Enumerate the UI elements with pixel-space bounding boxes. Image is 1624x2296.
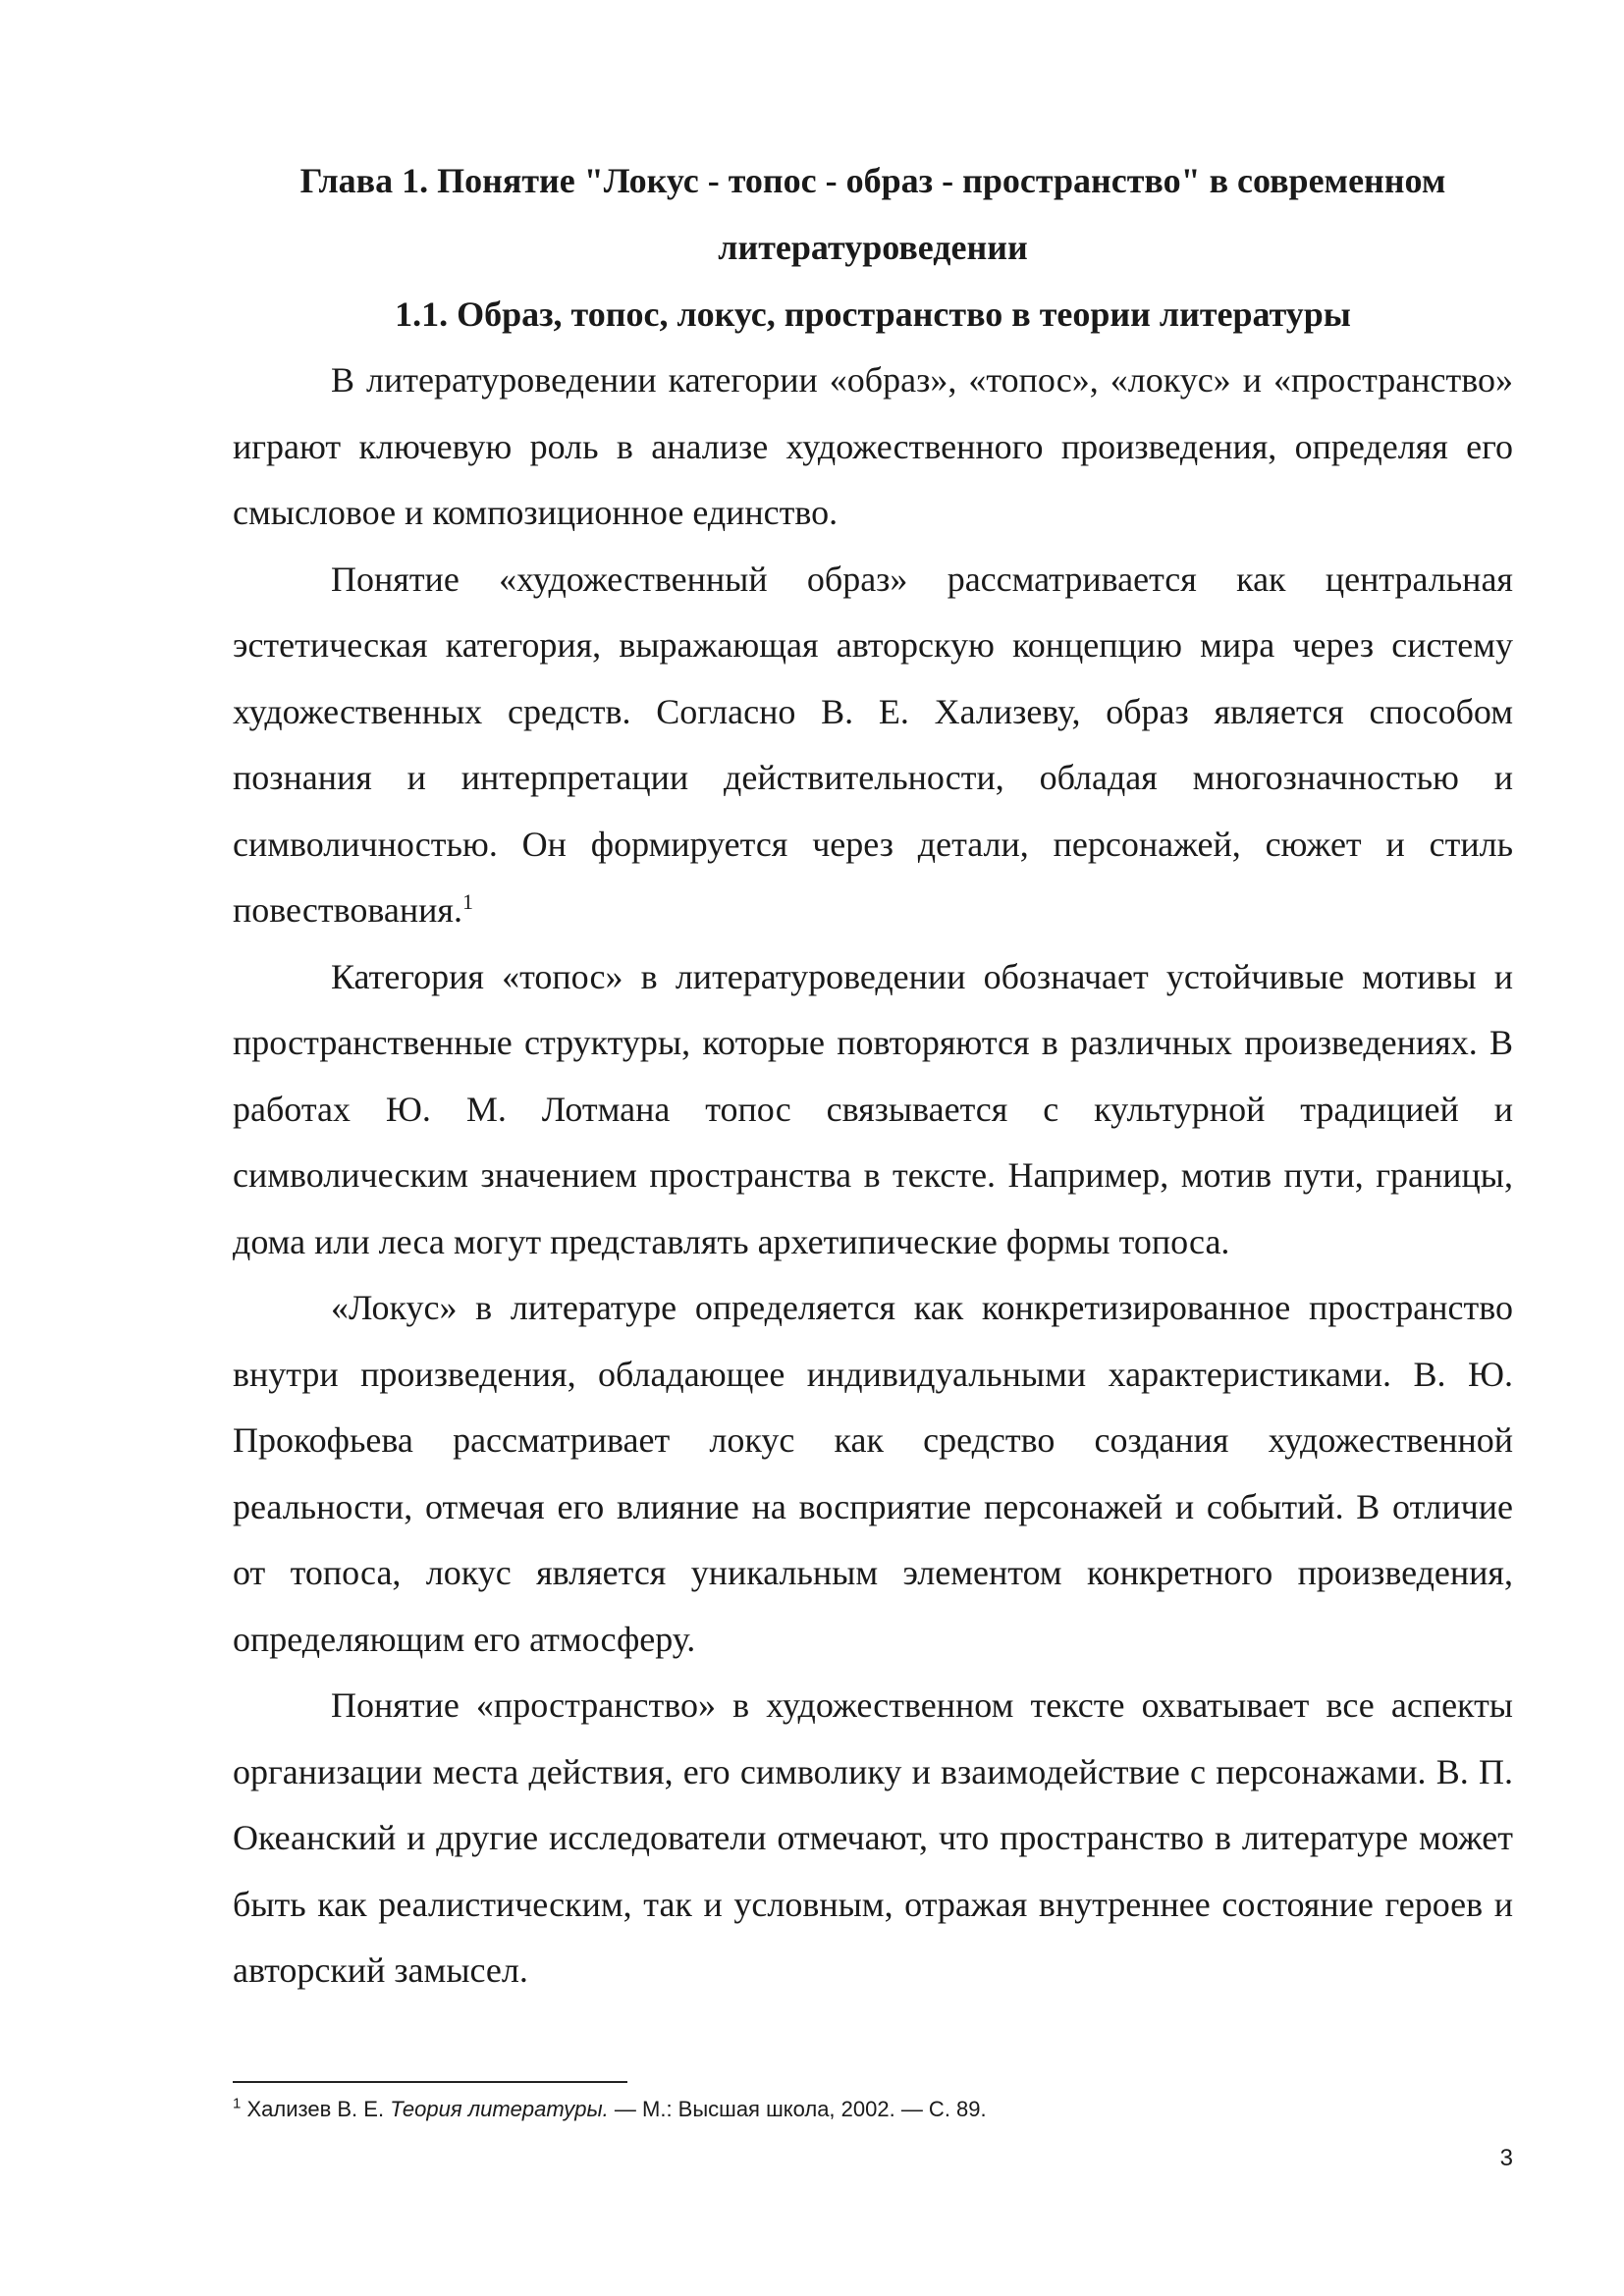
paragraph-1: В литературоведении категории «образ», «топос», «локус» и «пространство» играют ключевую роль в анализе художественного произведения, определяя его смысловое и композиционное единство. [233, 360, 1513, 532]
chapter-title: Глава 1. Понятие "Локус - топос - образ - пространство" в современном литературоведении [299, 161, 1446, 267]
paragraph-4: «Локус» в литературе определяется как конкретизированное пространство внутри произведения, обладающее индивидуальными характеристиками. В. Ю. Прокофьева рассматривает локус как средство создания художественной реальности, отмечая его влияние на восприятие персонажей и событий. В отличие от топоса, локус является уникальным элементом конкретного произведения, определяющим его атмосферу. [233, 1288, 1513, 1659]
footnote-author: Хализев В. Е. [246, 2097, 385, 2121]
paragraph-3: Категория «топос» в литературоведении обозначает устойчивые мотивы и пространственные структуры, которые повторяются в различных произведениях. В работах Ю. М. Лотмана топос связывается с культурной традицией и символическим значением пространства в тексте. Например, мотив пути, границы, дома или леса могут представлять архетипические формы топоса. [233, 956, 1513, 1261]
footnote-marker: 1 [233, 2095, 242, 2112]
paragraph-5: Понятие «пространство» в художественном тексте охватывает все аспекты организации места действия, его символику и взаимодействие с персонажами. В. П. Океанский и другие исследователи отмечают, что пространство в литературе может быть как реалистическим, так и условным, отражая внутреннее состояние героев и авторский замысел. [233, 1685, 1513, 1990]
footnote-title: Теория литературы. [390, 2097, 609, 2121]
footnote-reference[interactable]: 1 [461, 889, 473, 914]
body-text [233, 347, 1513, 2004]
footnote-imprint: — М.: Высшая школа, 2002. — С. 89. [614, 2097, 987, 2121]
page-content [233, 147, 1513, 2004]
footnote-separator [233, 2081, 627, 2083]
paragraph-2 [233, 547, 1513, 944]
footnote [233, 2093, 1513, 2126]
paragraph-2-text: Понятие «художественный образ» рассматривается как центральная эстетическая категория, выражающая авторскую концепцию мира через систему художественных средств. Согласно В. Е. Хализеву, образ является способом познания и интерпретации действительности, обладая многозначностью и символичностью. Он формируется через детали, персонажей, сюжет и стиль повествования. [233, 559, 1513, 930]
page-number: 3 [1499, 2145, 1513, 2171]
section-title: 1.1. Образ, топос, локус, пространство в теории литературы [395, 294, 1351, 334]
